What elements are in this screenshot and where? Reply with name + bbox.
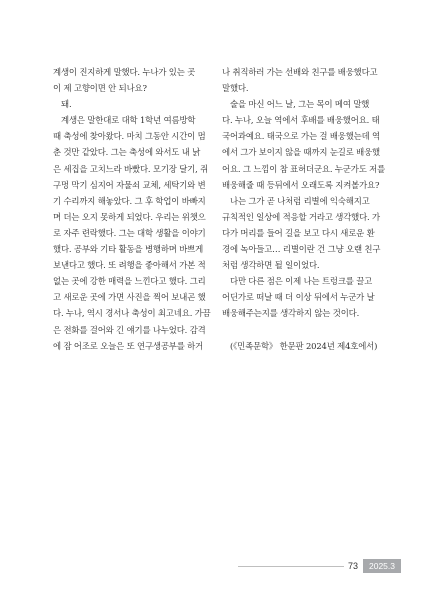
source-citation: (《민족문학》 한문판 2024년 제4호에서) [230,340,378,351]
text-line: 돼. [61,99,72,110]
text-line: 어딘가로 떠날 때 더 이상 뒤에서 누군가 날 [222,292,375,303]
article-right-column [222,64,388,354]
text-line: 이 제 고향이면 안 되나요? [53,83,147,94]
issue-badge: 2025.3 [363,559,401,573]
text-line: 처럼 생각하면 될 일이었다. [222,260,320,271]
text-line: 다. 누나, 역시 경서나 축성이 최고네요. 가끔 [53,308,211,319]
text-line: 나는 그가 곧 나처럼 리별에 익숙해지고 [230,195,370,206]
text-line: 말했다. [222,83,249,94]
text-line: 보낸다고 했다. 또 려행을 좋아해서 가본 적 [53,260,206,271]
text-line: 구멍 막기 심지어 자물쇠 교체, 세탁기와 변 [53,179,206,190]
footer-rule [238,566,348,567]
spacer-line [222,322,388,338]
page-number: 73 [344,559,362,573]
text-line: 다가 머리를 들어 길을 보고 다시 새로운 환 [222,227,375,238]
text-line: 없는 곳에 강한 매력을 느낀다고 했다. 그리 [53,276,206,287]
text-line: 때 축성에 찾아왔다. 마치 그동안 시간이 멈 [53,131,206,142]
text-line: 로 자주 련락했다. 그는 대학 생활을 이야기 [53,227,206,238]
text-line: 다. 누나, 오늘 역에서 후배를 배웅했어요. 태 [222,115,380,126]
text-line: 경에 녹아들고… 리별이란 건 그냥 오랜 친구 [222,244,381,255]
text-line: 술을 마신 어느 날, 그는 목이 메여 말했 [230,99,370,110]
text-line: 배웅해주는지를 생각하지 않는 것이다. [222,308,360,319]
text-line: 에 잠 어조로 오늘은 또 연구생공부를 하거 [53,340,204,351]
text-line: 은 세집을 고치느라 바빴다. 모기장 달기, 쥐 [53,163,209,174]
text-line: 어요. 그 느낌이 참 표허더군요. 누군가도 저를 [222,163,386,174]
text-line: 기 수리까지 해놓았다. 그 후 학업이 바빠지 [53,195,206,206]
text-line: 계생은 말한대로 대학 1학년 여름방학 [61,115,196,126]
text-line: 며 더는 오지 못하게 되었다. 우리는 위챗으 [53,211,206,222]
text-line: 규칙적인 일상에 적응할 거라고 생각했다. 가 [222,211,380,222]
text-line: 했다. 공부와 기타 활동을 병행하며 바쁘게 [53,244,204,255]
text-line: 고 새로운 곳에 가면 사진을 찍어 보내곤 했 [53,292,206,303]
text-line: 나 취직하러 가는 선배와 친구를 배웅했다고 [222,67,378,77]
page-footer [0,559,427,573]
text-line: 춘 것만 같았다. 그는 축성에 와서도 내 낡 [53,147,201,158]
text-line: 에서 그가 보이지 않을 때까지 눈길로 배웅했 [222,147,380,158]
text-line: 은 전화를 걸어와 긴 얘기를 나누었다. 감격 [53,324,206,335]
article-left-column [53,64,216,354]
text-line: 계생이 진지하게 말했다. 누나가 있는 곳 [53,67,196,77]
text-line: 배웅해줄 때 등뒤에서 오래도록 지켜볼가요? [222,179,380,190]
text-line: 국어과예요. 태국으로 가는 걸 배웅했는데 역 [222,131,380,142]
text-line: 다만 다른 점은 이제 나는 트렁크를 끌고 [230,276,373,287]
